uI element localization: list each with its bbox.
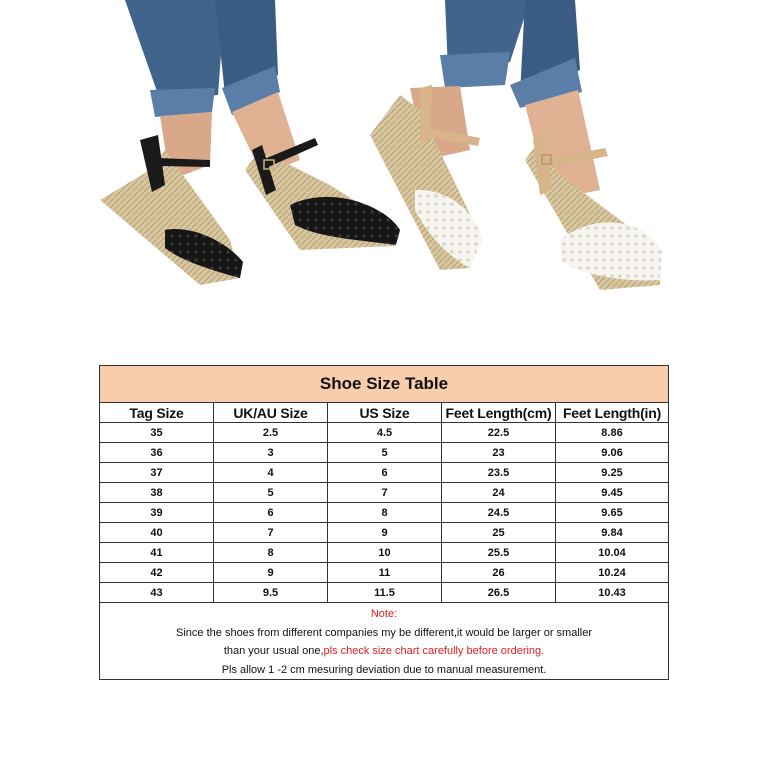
note-line-2-prefix: than your usual one, — [223, 645, 324, 657]
black-shoes-pair — [100, 0, 400, 285]
table-cell: 8 — [214, 543, 328, 563]
table-title: Shoe Size Table — [100, 366, 669, 403]
note-line-1: Since the shoes from different companies my be different,it would be larger or smaller — [176, 626, 592, 639]
table-cell: 6 — [214, 503, 328, 523]
table-cell: 6 — [328, 463, 442, 483]
note-title: Note: — [370, 608, 398, 620]
table-cell: 10 — [328, 543, 442, 563]
table-cell: 26 — [442, 563, 556, 583]
note-line-3: Pls allow 1 -2 cm mesuring deviation due to manual measurement. — [221, 663, 547, 676]
table-cell: 5 — [328, 443, 442, 463]
table-cell: 42 — [100, 563, 214, 583]
note-line-2 — [100, 642, 668, 661]
table-cell: 9.06 — [556, 443, 669, 463]
table-cell: 9.5 — [214, 583, 328, 603]
table-row — [100, 443, 669, 463]
table-row — [100, 483, 669, 503]
table-cell: 36 — [100, 443, 214, 463]
table-cell: 35 — [100, 423, 214, 443]
table-cell: 22.5 — [442, 423, 556, 443]
table-cell: 5 — [214, 483, 328, 503]
table-cell: 9.65 — [556, 503, 669, 523]
table-cell: 3 — [214, 443, 328, 463]
table-row — [100, 583, 669, 603]
table-cell: 43 — [100, 583, 214, 603]
table-cell: 40 — [100, 523, 214, 543]
table-cell: 10.43 — [556, 583, 669, 603]
table-cell: 38 — [100, 483, 214, 503]
shoe-size-table — [99, 365, 669, 680]
table-cell: 9 — [328, 523, 442, 543]
column-header: US Size — [328, 403, 442, 423]
table-cell: 2.5 — [214, 423, 328, 443]
table-cell: 9.25 — [556, 463, 669, 483]
note-row — [100, 603, 669, 680]
column-header: Tag Size — [100, 403, 214, 423]
table-cell: 11.5 — [328, 583, 442, 603]
product-photo — [90, 0, 680, 300]
table-cell: 25.5 — [442, 543, 556, 563]
table-cell: 8.86 — [556, 423, 669, 443]
table-cell: 25 — [442, 523, 556, 543]
table-header-row — [100, 403, 669, 423]
white-shoes-pair — [370, 0, 662, 290]
table-cell: 23.5 — [442, 463, 556, 483]
table-cell: 11 — [328, 563, 442, 583]
table-cell: 24 — [442, 483, 556, 503]
table-cell: 37 — [100, 463, 214, 483]
table-cell: 8 — [328, 503, 442, 523]
table-row — [100, 503, 669, 523]
column-header: UK/AU Size — [214, 403, 328, 423]
table-cell: 10.04 — [556, 543, 669, 563]
table-cell: 7 — [214, 523, 328, 543]
note-cell — [100, 603, 669, 680]
table-cell: 41 — [100, 543, 214, 563]
table-cell: 9.84 — [556, 523, 669, 543]
table-cell: 4.5 — [328, 423, 442, 443]
table-row — [100, 523, 669, 543]
table-cell: 39 — [100, 503, 214, 523]
table-cell: 24.5 — [442, 503, 556, 523]
table-cell: 23 — [442, 443, 556, 463]
table-row — [100, 463, 669, 483]
column-header: Feet Length(cm) — [442, 403, 556, 423]
table-row — [100, 563, 669, 583]
table-cell: 7 — [328, 483, 442, 503]
table-cell: 9 — [214, 563, 328, 583]
table-row — [100, 423, 669, 443]
table-cell: 4 — [214, 463, 328, 483]
table-cell: 26.5 — [442, 583, 556, 603]
table-cell: 9.45 — [556, 483, 669, 503]
table-cell: 10.24 — [556, 563, 669, 583]
column-header: Feet Length(in) — [556, 403, 669, 423]
table-row — [100, 543, 669, 563]
note-line-2-warning: pls check size chart carefully before ordering. — [323, 645, 545, 657]
